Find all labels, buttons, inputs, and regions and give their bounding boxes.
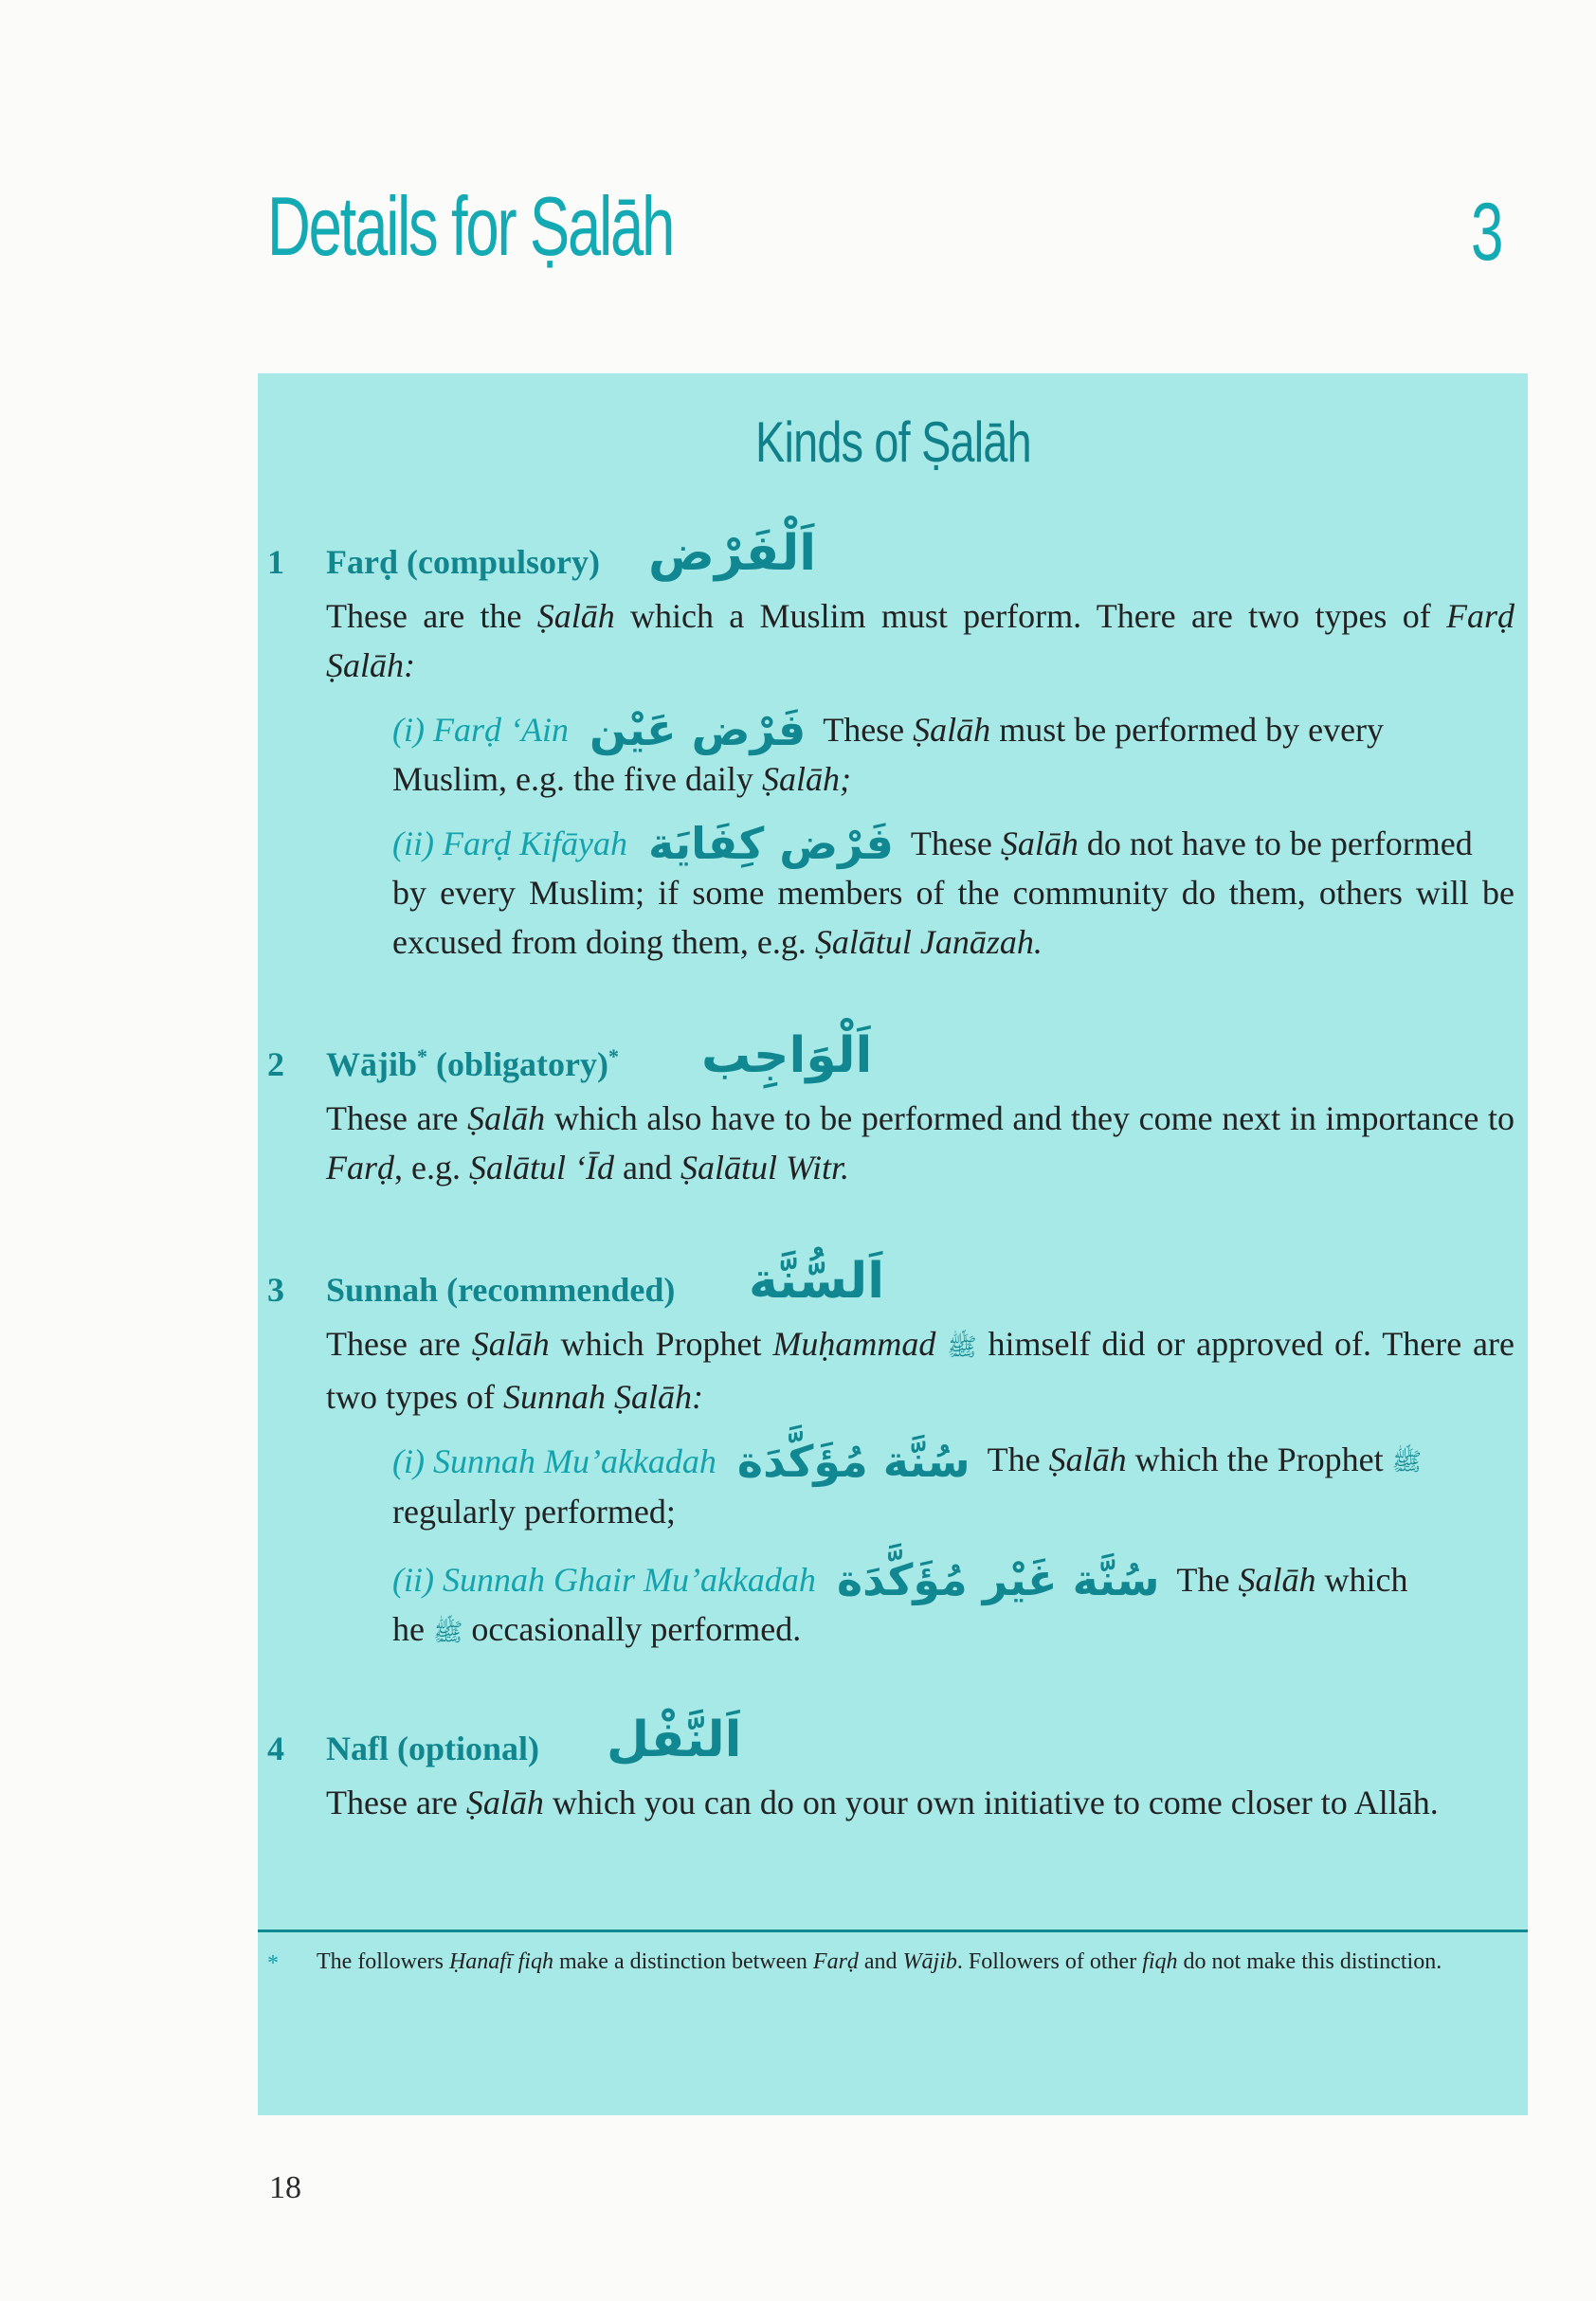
footnote-marker: * (267, 1951, 279, 1976)
footnote-divider (258, 1930, 1528, 1932)
footnote: * The followers Ḥanafī fiqh make a distinction between Farḍ and Wājib. Followers of other fiqh do not make this distinction. (258, 1947, 1528, 1978)
sub-item-fard-kifayah: (ii) Farḍ Kifāyah فَرْض كِفَايَة These Ṣalāh do not have to be performed by every Muslim; if some members of the community do them, others will be excused from doing them, e.g. Ṣalātul Janāzah. (392, 818, 1514, 961)
arabic-term: اَلْوَاجِب (701, 1027, 873, 1084)
arabic-term: فَرْض عَيْن (589, 704, 807, 755)
arabic-term: اَلسُّنَّة (749, 1253, 885, 1310)
arabic-term: اَلْفَرْض (648, 525, 817, 582)
list-item-sunnah (258, 1253, 1528, 1658)
sub-label: (i) Sunnah Mu’akkadah (392, 1441, 716, 1480)
pbuh-icon: ﷺ (1391, 1448, 1423, 1477)
item-number: 2 (267, 1045, 284, 1083)
item-label: Farḍ (compulsory) (326, 543, 600, 581)
sub-item-sunnah-muakkadah: (i) Sunnah Mu’akkadah سُنَّة مُؤَكَّدَة The Ṣalāh which the Prophet ﷺ regularly performed; (392, 1435, 1423, 1531)
pbuh-icon: ﷺ (432, 1619, 463, 1648)
arabic-term: فَرْض كِفَايَة (647, 818, 894, 869)
item-description: These are Ṣalāh which Prophet Muḥammad ﷺ himself did or approved of. There are two types of Sunnah Ṣalāh: (326, 1319, 1514, 1422)
item-number: 4 (267, 1730, 284, 1767)
item-description: These are Ṣalāh which also have to be performed and they come next in importance to Farḍ, e.g. Ṣalātul ‘Īd and Ṣalātul Witr. (326, 1099, 1515, 1187)
page-title: Details for Ṣalāh (267, 179, 674, 273)
item-description: These are Ṣalāh which you can do on your own initiative to come closer to Allāh. (326, 1784, 1439, 1821)
arabic-term: اَلنَّفْل (607, 1712, 742, 1768)
chapter-number: 3 (1471, 187, 1504, 278)
section-title: Kinds of Ṣalāh (754, 410, 1031, 474)
item-number: 3 (267, 1271, 284, 1309)
page-number: 18 (269, 2170, 301, 2205)
arabic-term: سُنَّة مُؤَكَّدَة (736, 1435, 970, 1487)
item-label: Sunnah (recommended) (326, 1271, 676, 1309)
arabic-term: سُنَّة غَيْر مُؤَكَّدَة (836, 1554, 1160, 1606)
item-description: These are the Ṣalāh which a Muslim must perform. There are two types of Farḍ Ṣalāh: (326, 597, 1514, 684)
list-item-wajib (258, 1027, 1528, 1192)
item-number: 1 (267, 543, 284, 581)
pbuh-icon: ﷺ (947, 1332, 977, 1362)
content-panel (258, 373, 1528, 2115)
sub-item-fard-ain: (i) Farḍ ‘Ain فَرْض عَيْن These Ṣalāh must be performed by every Muslim, e.g. the five daily Ṣalāh; (392, 704, 1385, 798)
sub-label: (i) Farḍ ‘Ain (392, 711, 569, 749)
sub-label: (ii) Sunnah Ghair Mu’akkadah (392, 1561, 816, 1600)
item-label: Nafl (optional) (326, 1730, 539, 1767)
sub-label: (ii) Farḍ Kifāyah (392, 824, 627, 862)
sub-item-sunnah-ghair-muakkadah: (ii) Sunnah Ghair Mu’akkadah سُنَّة غَيْر مُؤَكَّدَة The Ṣalāh which he ﷺ occasionally performed. (392, 1555, 1514, 1658)
item-label: Wājib* (obligatory)* (326, 1044, 619, 1083)
list-item-nafl (258, 1712, 1528, 1827)
list-item-fard (258, 525, 1528, 967)
